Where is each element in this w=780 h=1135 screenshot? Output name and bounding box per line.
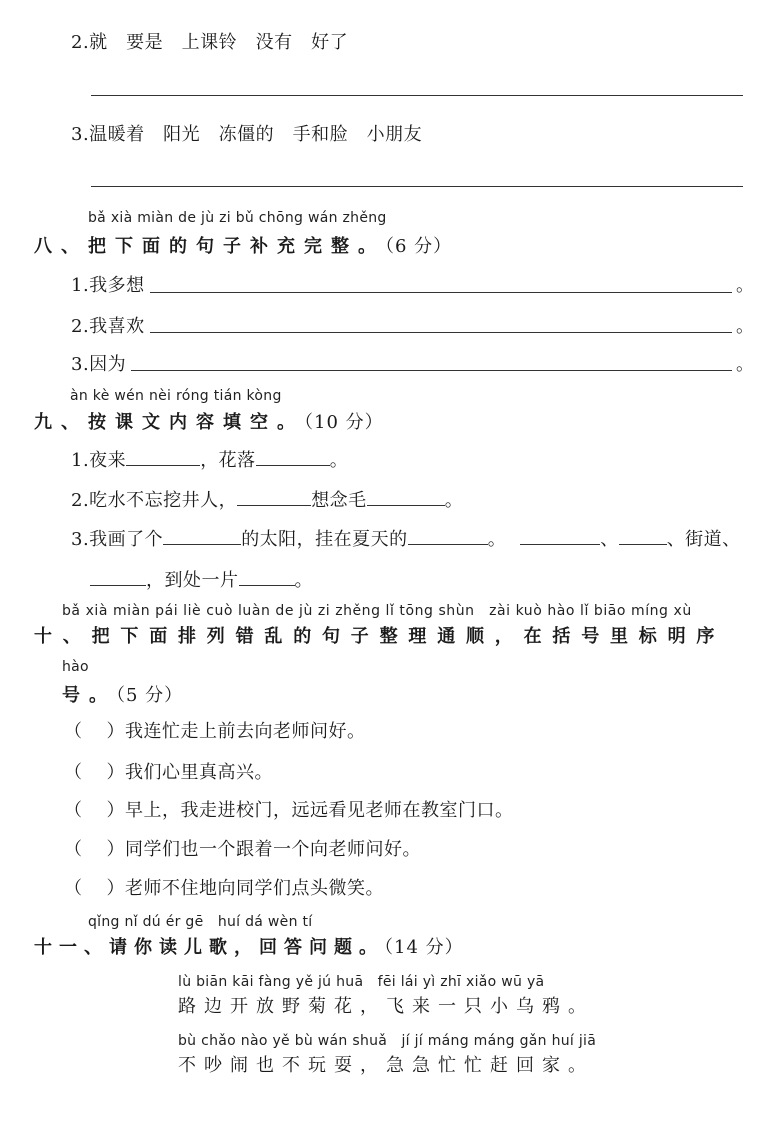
q8-period-2: 。	[736, 316, 755, 337]
q9-l3-text-a: 3.我画了个	[71, 529, 164, 550]
q8-blank-2[interactable]	[150, 332, 732, 333]
poem-line-1-pinyin: lù biān kāi fàng yě jú huā fēi lái yì zhī xiǎo wū yā	[178, 974, 545, 990]
q9-blank-10[interactable]	[239, 571, 295, 586]
q10-order-close: ）	[106, 721, 125, 742]
q9-blank-8[interactable]	[619, 530, 667, 545]
q10-order-open: （	[64, 800, 83, 821]
q10-order-open: （	[64, 721, 83, 742]
q8-period-3: 。	[736, 354, 755, 375]
q7-item-2: 2.就 要是 上课铃 没有 好了	[71, 32, 349, 53]
q9-blank-3[interactable]	[237, 491, 311, 506]
q10-item-4	[64, 835, 421, 861]
q8-heading	[34, 232, 452, 258]
q10-sentence-1: 我连忙走上前去向老师问好。	[125, 721, 366, 742]
q10-sentence-5: 老师不住地向同学们点头微笑。	[125, 878, 384, 899]
q7-answer-line-2[interactable]	[91, 95, 743, 96]
q9-l1-text-a: 1.夜来	[71, 450, 127, 471]
q10-item-3	[64, 796, 514, 822]
q9-l2-text-b: 想念毛	[311, 490, 367, 511]
q9-blank-4[interactable]	[367, 491, 445, 506]
q10-order-close: ）	[106, 839, 125, 860]
q9-blank-6[interactable]	[408, 530, 488, 545]
q8-points: （6 分）	[385, 236, 453, 257]
q10-sentence-3: 早上，我走进校门，远远看见老师在教室门口。	[125, 800, 514, 821]
q9-l4-text-a: ，到处一片	[146, 570, 239, 591]
q10-order-open: （	[64, 762, 83, 783]
q7-answer-line-3[interactable]	[91, 186, 743, 187]
q9-heading	[34, 408, 384, 434]
q9-l4-text-b: 。	[294, 570, 313, 591]
q10-title: 十、把下面排列错乱的句子整理通顺，在括号里标明序	[34, 626, 726, 647]
q9-l2-text-a: 2.吃水不忘挖井人，	[71, 490, 238, 511]
q9-blank-1[interactable]	[126, 451, 200, 466]
q11-points: （14 分）	[384, 937, 464, 958]
q8-item-2: 2.我喜欢	[71, 316, 145, 337]
q10-heading-2	[62, 681, 183, 707]
q8-item-1: 1.我多想	[71, 275, 145, 296]
poem-line-1: 路边开放野菊花，飞来一只小乌鸦。	[178, 996, 594, 1017]
q9-blank-5[interactable]	[163, 530, 241, 545]
q8-blank-3[interactable]	[131, 370, 732, 371]
q9-l2-text-c: 。	[444, 490, 464, 511]
q10-order-close: ）	[106, 878, 125, 899]
q9-line-2	[71, 486, 463, 512]
q9-l3-text-e: 、街道、	[666, 529, 741, 550]
q9-blank-2[interactable]	[256, 451, 330, 466]
q8-period-1: 。	[736, 275, 755, 296]
q10-order-open: （	[64, 878, 83, 899]
q9-l3-text-b: 的太阳，挂在夏天的	[241, 529, 408, 550]
poem-line-2-pinyin: bù chǎo nào yě bù wán shuǎ jí jí máng máng gǎn huí jiā	[178, 1033, 597, 1049]
q9-points: （10 分）	[304, 412, 384, 433]
q8-pinyin: bǎ xià miàn de jù zi bǔ chōng wán zhěng	[88, 210, 387, 226]
q9-l1-text-b: ，花落	[200, 450, 256, 471]
q9-blank-9[interactable]	[90, 571, 146, 586]
q8-blank-1[interactable]	[150, 292, 732, 293]
q9-pinyin: àn kè wén nèi róng tián kòng	[70, 388, 282, 404]
q8-item-3: 3.因为	[71, 354, 127, 375]
q9-line-3	[71, 525, 741, 551]
q10-order-close: ）	[106, 800, 125, 821]
q9-l1-text-c: 。	[329, 450, 349, 471]
q11-pinyin: qǐng nǐ dú ér gē huí dá wèn tí	[88, 914, 313, 930]
q10-item-2	[64, 758, 273, 784]
q10-pinyin: bǎ xià miàn pái liè cuò luàn de jù zi zhěng lǐ tōng shùn zài kuò hào lǐ biāo míng xù	[62, 603, 692, 619]
q10-order-close: ）	[106, 762, 125, 783]
q10-title-2: 号。	[62, 685, 116, 706]
q9-line-1	[71, 446, 348, 472]
q10-pinyin-2: hào	[62, 659, 89, 675]
q10-points: （5 分）	[116, 685, 184, 706]
q11-title: 十一、请你读儿歌，回答问题。	[34, 937, 384, 958]
q10-item-5	[64, 874, 384, 900]
q10-sentence-4: 同学们也一个跟着一个向老师问好。	[125, 839, 421, 860]
q9-title: 九、按课文内容填空。	[34, 412, 304, 433]
q7-item-3: 3.温暖着 阳光 冻僵的 手和脸 小朋友	[71, 124, 423, 145]
q9-l3-text-d: 、	[600, 529, 619, 550]
q9-blank-7[interactable]	[520, 530, 600, 545]
q8-title: 八、把下面的句子补充完整。	[34, 236, 385, 257]
q9-l3-text-c: 。	[487, 529, 507, 550]
q9-line-4	[90, 566, 313, 592]
q10-order-open: （	[64, 839, 83, 860]
poem-line-2: 不吵闹也不玩耍，急急忙忙赶回家。	[178, 1055, 594, 1076]
q11-heading	[34, 933, 464, 959]
q10-sentence-2: 我们心里真高兴。	[125, 762, 273, 783]
q10-item-1	[64, 717, 366, 743]
